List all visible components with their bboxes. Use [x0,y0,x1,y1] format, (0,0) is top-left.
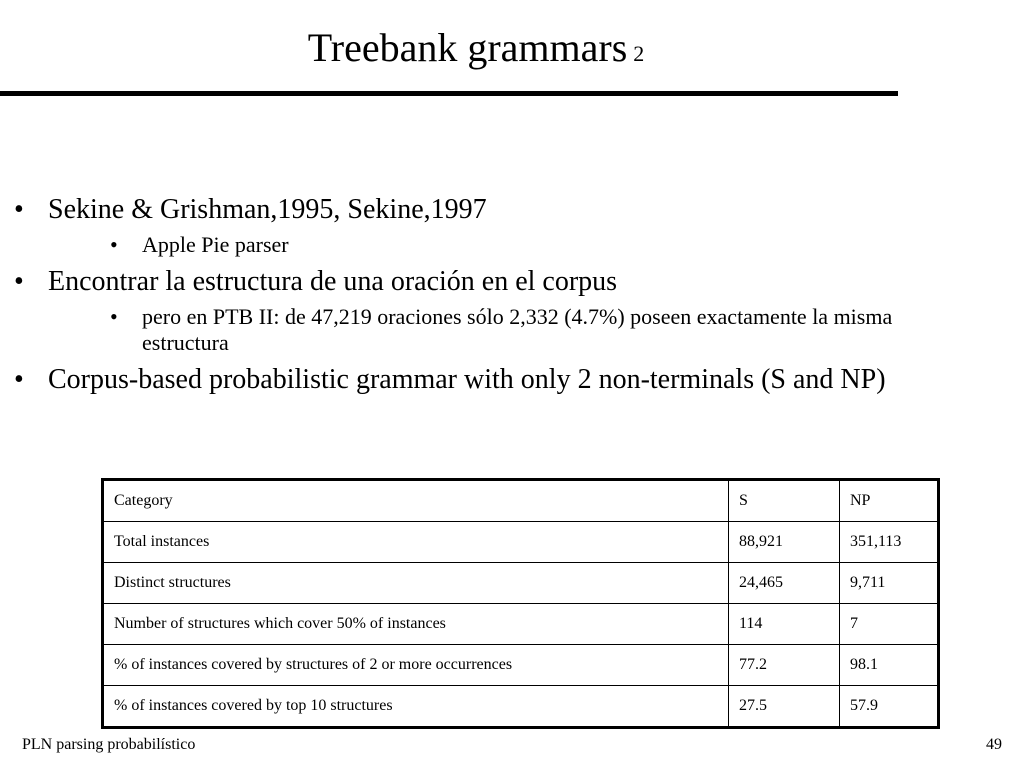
table-row [103,645,939,686]
statistics-table [101,478,940,729]
table-row [103,604,939,645]
table-header-cell: S [729,480,840,522]
bullet-item [0,363,1024,396]
table-cell: 351,113 [840,522,939,563]
table-cell: 88,921 [729,522,840,563]
slide-title [0,24,952,78]
sub-bullet-text: Apple Pie parser [142,232,289,257]
bullet-list [0,193,1024,403]
sub-bullet-item [48,304,1008,356]
table-header-cell: NP [840,480,939,522]
sub-bullet-list [48,232,1008,258]
page-number: 49 [986,736,1002,753]
table-header-row [103,480,939,522]
bullet-text: Encontrar la estructura de una oración en el corpus [48,266,618,297]
table-cell: 77.2 [729,645,840,686]
slide-title-text: Treebank grammars [307,25,628,70]
table-cell: 27.5 [729,686,840,728]
bullet-symbol: • [14,194,24,225]
table-cell: Number of structures which cover 50% of instances [103,604,729,645]
table-header-cell: Category [103,480,729,522]
sub-bullet-item [48,232,1008,258]
table-row [103,522,939,563]
title-underline [0,91,898,96]
table-cell: 114 [729,604,840,645]
footer-course-label: PLN parsing probabilístico [22,736,196,753]
table-cell: % of instances covered by structures of 2 or more occurrences [103,645,729,686]
sub-bullet-symbol: • [110,304,118,329]
bullet-item [0,265,1024,356]
slide-title-suffix: 2 [633,41,645,66]
table-cell: 7 [840,604,939,645]
bullet-item [0,193,1024,258]
table-cell: % of instances covered by top 10 structures [103,686,729,728]
sub-bullet-symbol: • [110,232,118,257]
table-row [103,563,939,604]
table-cell: 57.9 [840,686,939,728]
table-row [103,686,939,728]
bullet-text: Corpus-based probabilistic grammar with only 2 non-terminals (S and NP) [48,364,886,395]
sub-bullet-text: pero en PTB II: de 47,219 oraciones sólo 2,332 (4.7%) poseen exactamente la misma estructura [142,304,893,355]
table-cell: Distinct structures [103,563,729,604]
table-cell: 98.1 [840,645,939,686]
bullet-symbol: • [14,364,24,395]
table-cell: 24,465 [729,563,840,604]
bullet-symbol: • [14,266,24,297]
table-cell: 9,711 [840,563,939,604]
sub-bullet-list [48,304,1008,356]
table-cell: Total instances [103,522,729,563]
bullet-text: Sekine & Grishman,1995, Sekine,1997 [48,194,487,225]
